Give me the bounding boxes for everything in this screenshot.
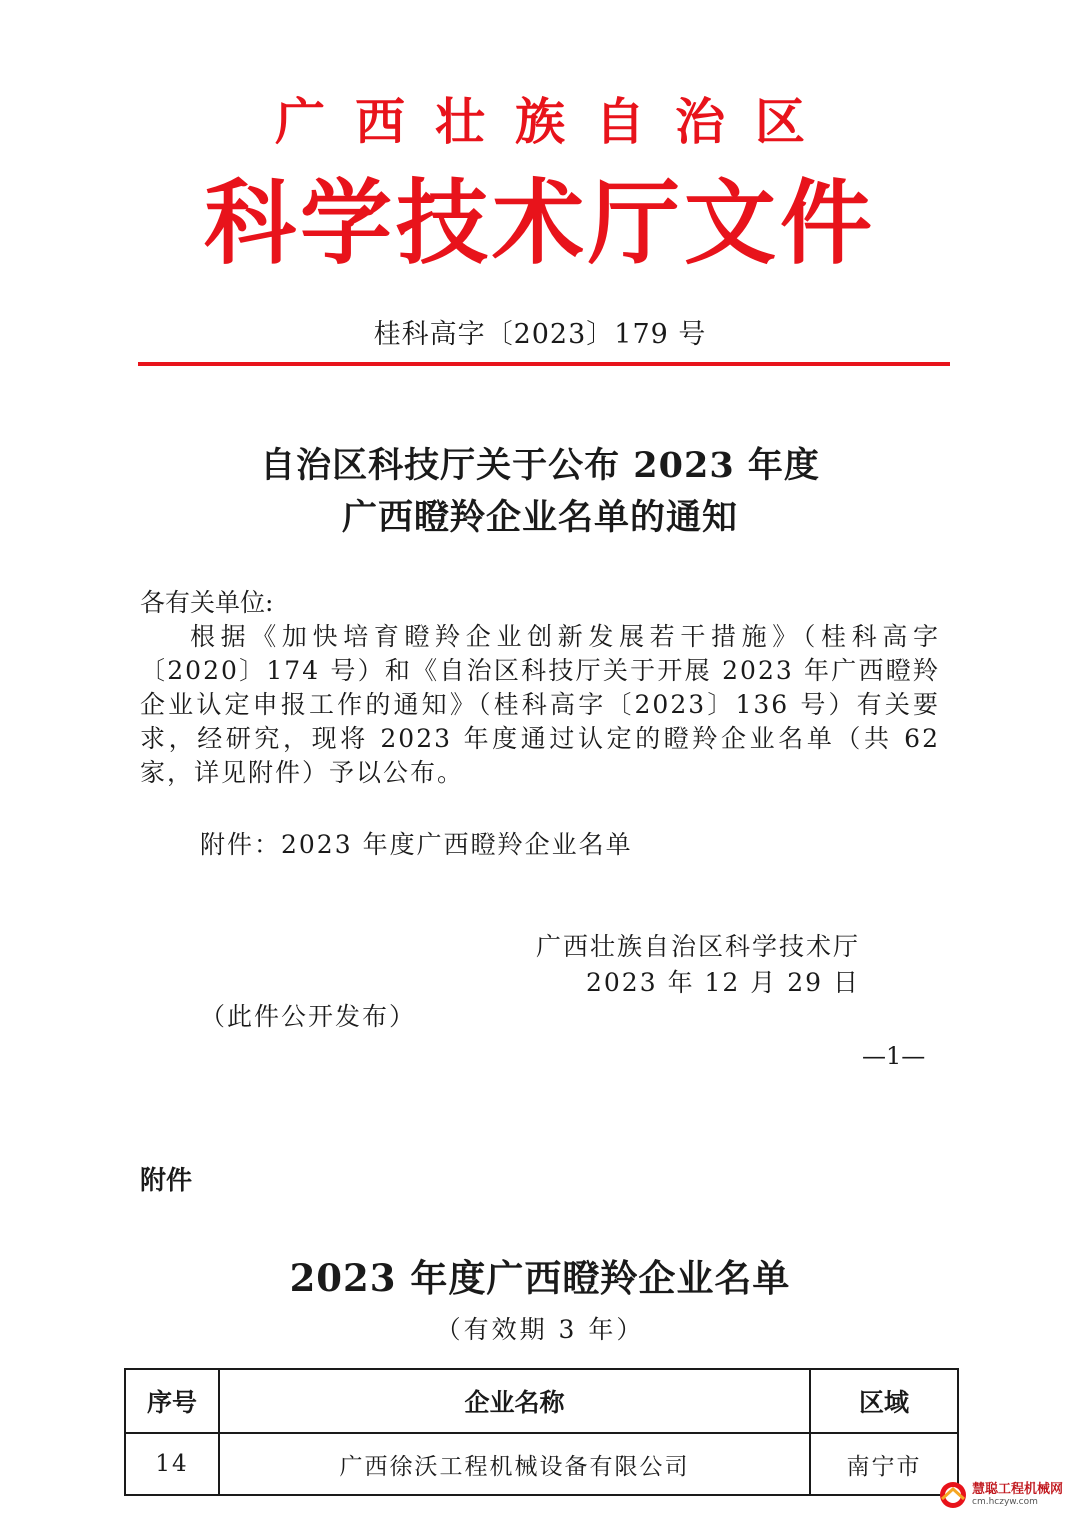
annex-title: 2023 年度广西瞪羚企业名单 [289,1256,791,1300]
site-watermark [938,1478,1078,1512]
watermark-url: cm.hczyw.com [972,1497,1038,1507]
document-type-header: 科学技术厅文件 [203,169,876,277]
page-number: —1— [862,1042,926,1070]
document-number: 桂科高字〔2023〕179 号 [373,319,707,350]
issuer-signature: 广西壮族自治区科学技术厅 [536,932,861,961]
red-divider [138,362,950,366]
issuing-authority-line: 广西壮族自治区 [275,92,835,151]
notice-title-line2: 广西瞪羚企业名单的通知 [341,497,738,538]
row-region: 南宁市 [810,1433,958,1495]
hc-logo-icon [938,1480,968,1510]
column-header-index: 序号 [125,1369,219,1433]
notice-title-line1: 自治区科技厅关于公布 2023 年度 [260,445,820,486]
issue-date: 2023 年 12 月 29 日 [586,968,860,997]
addressee: 各有关单位: [140,588,274,617]
validity-note: （有效期 3 年） [435,1315,645,1344]
notice-paragraph: 根据《加快培育瞪羚企业创新发展若干措施》（桂科高字〔2020〕174 号）和《自治区科技厅关于开展 2023 年广西瞪羚企业认定申报工作的通知》（桂科高字〔2023〕136 号）有关要求，经研究，现将 2023 年度通过认定的瞪羚企业名单（共 62 家，详见附件）予以公布。 [140,622,940,787]
table-row [125,1433,958,1495]
annex-label: 附件 [140,1166,193,1196]
table-header-row [125,1369,958,1433]
row-company-name: 广西徐沃工程机械设备有限公司 [219,1433,810,1495]
row-index: 14 [125,1433,219,1495]
watermark-brand: 慧聪工程机械网 [972,1482,1064,1497]
column-header-name: 企业名称 [219,1369,810,1433]
enterprise-table [124,1368,959,1496]
attachment-line: 附件：2023 年度广西瞪羚企业名单 [200,830,633,859]
column-header-region: 区域 [810,1369,958,1433]
public-release-note: （此件公开发布） [200,1002,417,1031]
